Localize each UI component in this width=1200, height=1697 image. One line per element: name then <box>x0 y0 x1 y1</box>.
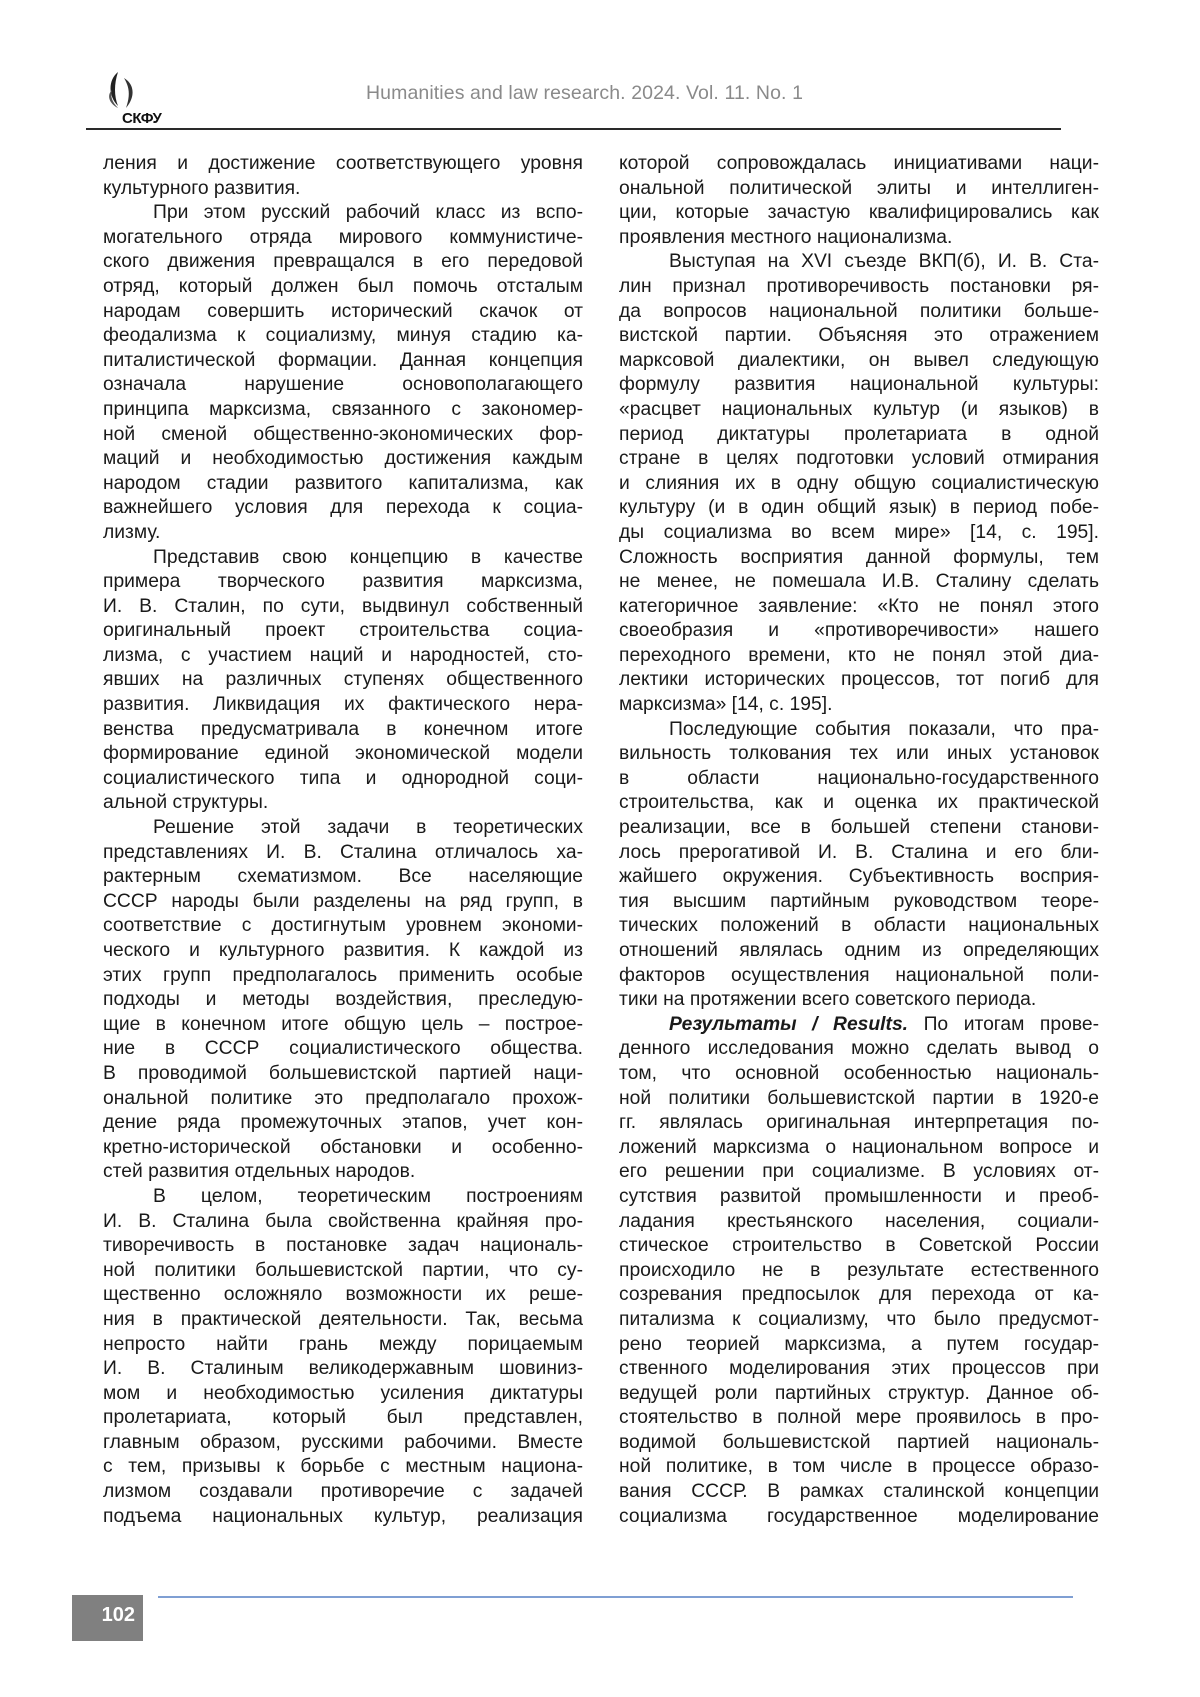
text-line: стей развития отдельных народов. <box>103 1161 416 1183</box>
text-line: тиворечивость в постановке задач националь- <box>103 1235 583 1257</box>
text-line: оригинальный проект строительства социа- <box>103 620 583 642</box>
text-line: тики на протяжении всего советского периода. <box>619 989 1037 1011</box>
page-number-box <box>72 1595 143 1641</box>
text-line: переходного времени, кто не понял этой диа- <box>619 644 1099 666</box>
text-line: подъема национальных культур, реализация <box>103 1505 583 1527</box>
text-line: рактерным схематизмом. Все населяющие <box>103 866 583 888</box>
text-fragment: По итогам прове- <box>923 1013 1099 1035</box>
text-line: И. В. Сталина была свойственна крайняя про- <box>103 1210 583 1232</box>
text-line: социалистического типа и однородной соци- <box>103 767 583 789</box>
text-line: питалистической формации. Данная концепция <box>103 349 583 371</box>
right-column <box>619 152 1099 1529</box>
text-line: марксизма» [14, с. 195]. <box>619 694 833 716</box>
text-line: лизму. <box>103 521 161 543</box>
text-line: своеобразия и «противоречивости» нашего <box>619 620 1099 642</box>
text-line: щие в конечном итоге общую цель – построе- <box>103 1013 583 1035</box>
text-line: ной политики большевистской партии, что су- <box>103 1259 583 1281</box>
text-line: явших на различных ступенях общественного <box>103 669 583 691</box>
text-line: период диктатуры пролетариата в одной <box>619 423 1099 445</box>
text-line: и слияния их в одну общую социалистическую <box>619 472 1099 494</box>
text-line: венства предусматривала в конечном итоге <box>103 718 583 740</box>
text-line: проявления местного национализма. <box>619 226 953 248</box>
text-line: тия высшим партийным руководством теоре- <box>619 890 1099 912</box>
text-line: лин признал противоречивость постановки ря- <box>619 275 1099 297</box>
text-line: Сложность восприятия данной формулы, тем <box>619 546 1099 568</box>
text-line: формулу развития национальной культуры: <box>619 374 1099 396</box>
text-line: ского движения превращался в его передовой <box>103 251 583 273</box>
text-line: ственного моделирования этих процессов при <box>619 1358 1099 1380</box>
page-header <box>86 60 1060 130</box>
text-line: лектики исторических процессов, тот погиб для <box>619 669 1099 691</box>
text-line: развития. Ликвидация их фактического нера- <box>103 694 583 716</box>
header-divider <box>86 128 1061 130</box>
text-line: лизма, с участием наций и народностей, сто- <box>103 644 583 666</box>
left-column <box>103 152 583 1529</box>
text-line: лось прерогативой И. В. Сталина и его бли- <box>619 841 1099 863</box>
text-line: ложений марксизма о национальном вопросе и <box>619 1136 1099 1158</box>
text-line: ной сменой общественно-экономических фор- <box>103 423 583 445</box>
text-line: примера творческого развития марксизма, <box>103 571 583 593</box>
text-line: Последующие события показали, что пра- <box>669 718 1099 740</box>
text-line: ние в СССР социалистического общества. <box>103 1038 583 1060</box>
text-line: непросто найти грань между порицаемым <box>103 1333 583 1355</box>
text-line: созревания предпосылок для перехода от ка- <box>619 1284 1099 1306</box>
text-line: феодализма к социализму, минуя стадию ка- <box>103 325 583 347</box>
text-line: ной политике, в том числе в процессе образо- <box>619 1456 1099 1478</box>
text-line: СССР народы были разделены на ряд групп, в <box>103 890 583 912</box>
text-line: том, что основной особенностью националь- <box>619 1062 1099 1084</box>
text-line: вильность толкования тех или иных установок <box>619 743 1099 765</box>
text-line: ции, которые зачастую квалифицировались как <box>619 202 1099 224</box>
text-line: культурного развития. <box>103 177 301 199</box>
text-line: питализма к социализму, что было предусмот- <box>619 1308 1099 1330</box>
text-line: маций и необходимостью достижения каждым <box>103 448 583 470</box>
text-line: не менее, не помешала И.В. Сталину сделать <box>619 571 1099 593</box>
text-line: ния в практической деятельности. Так, весьма <box>103 1308 583 1330</box>
text-line: формирование единой экономической модели <box>103 743 583 765</box>
text-line: В проводимой большевистской партией наци- <box>103 1062 583 1084</box>
text-line: ды социализма во всем мире» [14, с. 195]. <box>619 521 1099 543</box>
text-line: денного исследования можно сделать вывод о <box>619 1038 1099 1060</box>
text-line: Выступая на XVI съезде ВКП(б), И. В. Ста- <box>669 251 1099 273</box>
text-line: Решение этой задачи в теоретических <box>153 817 583 839</box>
text-line: ческого и культурного развития. К каждой из <box>103 940 583 961</box>
text-line: ведущей роли партийных структур. Данное об- <box>619 1382 1099 1404</box>
text-line: И. В. Сталин, по сути, выдвинул собственный <box>103 595 583 617</box>
text-line: И. В. Сталиным великодержавным шовиниз- <box>103 1358 583 1380</box>
text-line: стране в целях подготовки условий отмирания <box>619 448 1099 470</box>
text-line: пролетариата, который был представлен, <box>103 1407 583 1429</box>
text-line: отряд, который должен был помочь отсталым <box>103 275 583 297</box>
text-line: категоричное заявление: «Кто не понял этого <box>619 595 1099 617</box>
text-line: ональной политике это предполагало прохож- <box>103 1087 583 1109</box>
text-line: марксовой диалектики, он вывел следующую <box>619 349 1099 371</box>
text-line: жайшего окружения. Субъективность восприя- <box>619 866 1099 888</box>
text-line: ления и достижение соответствующего уровня <box>103 153 583 174</box>
text-line: стическое строительство в Советской России <box>619 1235 1099 1257</box>
text-line: ной политики большевистской партии в 1920-е <box>619 1087 1099 1109</box>
text-line: рено теорией марксизма, а путем государ- <box>619 1333 1099 1355</box>
text-line: «расцвет национальных культур (и языков) в <box>619 398 1099 420</box>
text-line: подходы и методы воздействия, преследую- <box>103 989 583 1011</box>
text-line: альной структуры. <box>103 792 269 814</box>
text-line: которой сопровождалась инициативами наци- <box>619 153 1099 174</box>
text-line <box>619 1013 1099 1038</box>
text-line: этих групп предполагалось применить особые <box>103 964 583 986</box>
text-line: строительства, как и оценка их практической <box>619 792 1099 814</box>
text-line: В целом, теоретическим построениям <box>153 1185 583 1207</box>
text-line: отношений являлась одним из определяющих <box>619 940 1099 961</box>
text-line: с тем, призывы к борьбе с местным национа- <box>103 1456 583 1478</box>
text-line: гг. являлась оригинальная интерпретация по- <box>619 1112 1099 1134</box>
text-line: стоятельство в полной мере проявилось в про- <box>619 1407 1099 1429</box>
text-line: его решении при социализме. В условиях от- <box>619 1161 1099 1183</box>
text-line: главным образом, русскими рабочими. Вместе <box>103 1431 583 1453</box>
logo-text: СКФУ <box>122 110 162 127</box>
text-line: народом стадии развитого капитализма, как <box>103 472 583 494</box>
text-line: представлениях И. В. Сталина отличалось ха- <box>103 841 583 863</box>
footer-divider <box>158 1596 1073 1598</box>
text-line: дение ряда промежуточных этапов, учет кон- <box>103 1112 583 1134</box>
text-line: лизмом создавали противоречие с задачей <box>103 1481 583 1503</box>
journal-title: Humanities and law research. 2024. Vol. 11. No. 1 <box>366 82 804 104</box>
text-line: мом и необходимостью усиления диктатуры <box>103 1382 583 1404</box>
text-line: факторов осуществления национальной поли- <box>619 964 1099 986</box>
flame-wing-icon <box>104 70 144 114</box>
text-line: народам совершить исторический скачок от <box>103 300 583 322</box>
text-line: происходило не в результате естественного <box>619 1259 1099 1281</box>
text-line: вистской партии. Объясняя это отражением <box>619 325 1099 347</box>
text-line: тических положений в области национальных <box>619 915 1099 937</box>
text-line: означала нарушение основополагающего <box>103 374 583 396</box>
results-heading: Результаты / Results. <box>669 1013 909 1035</box>
university-logo <box>100 70 180 128</box>
text-line: да вопросов национальной политики больше- <box>619 300 1099 322</box>
text-line: При этом русский рабочий класс из вспо- <box>153 202 583 224</box>
text-line: культуру (и в один общий язык) в период побе- <box>619 497 1099 519</box>
text-line: в области национально-государственного <box>619 767 1099 789</box>
text-line: социализма государственное моделирование <box>619 1505 1099 1527</box>
text-line: сутствия развитой промышленности и преоб- <box>619 1185 1099 1207</box>
text-line: ладания крестьянского населения, социали- <box>619 1210 1099 1232</box>
text-line: могательного отряда мирового коммунистиче- <box>103 226 583 248</box>
text-line: вания СССР. В рамках сталинской концепции <box>619 1481 1099 1503</box>
text-line: щественно осложняло возможности их реше- <box>103 1284 583 1306</box>
page-number: 102 <box>101 1604 135 1626</box>
text-line: ональной политической элиты и интеллиген- <box>619 177 1099 199</box>
text-line: водимой большевистской партией националь- <box>619 1431 1099 1453</box>
text-line: кретно-исторической обстановки и особенно- <box>103 1136 583 1158</box>
text-line: реализации, все в большей степени станови- <box>619 817 1099 839</box>
text-line: Представив свою концепцию в качестве <box>153 546 583 568</box>
text-line: соответствие с достигнутым уровнем экономи- <box>103 915 583 937</box>
text-line: принципа марксизма, связанного с закономер- <box>103 398 583 420</box>
text-line: важнейшего условия для перехода к социа- <box>103 497 583 519</box>
